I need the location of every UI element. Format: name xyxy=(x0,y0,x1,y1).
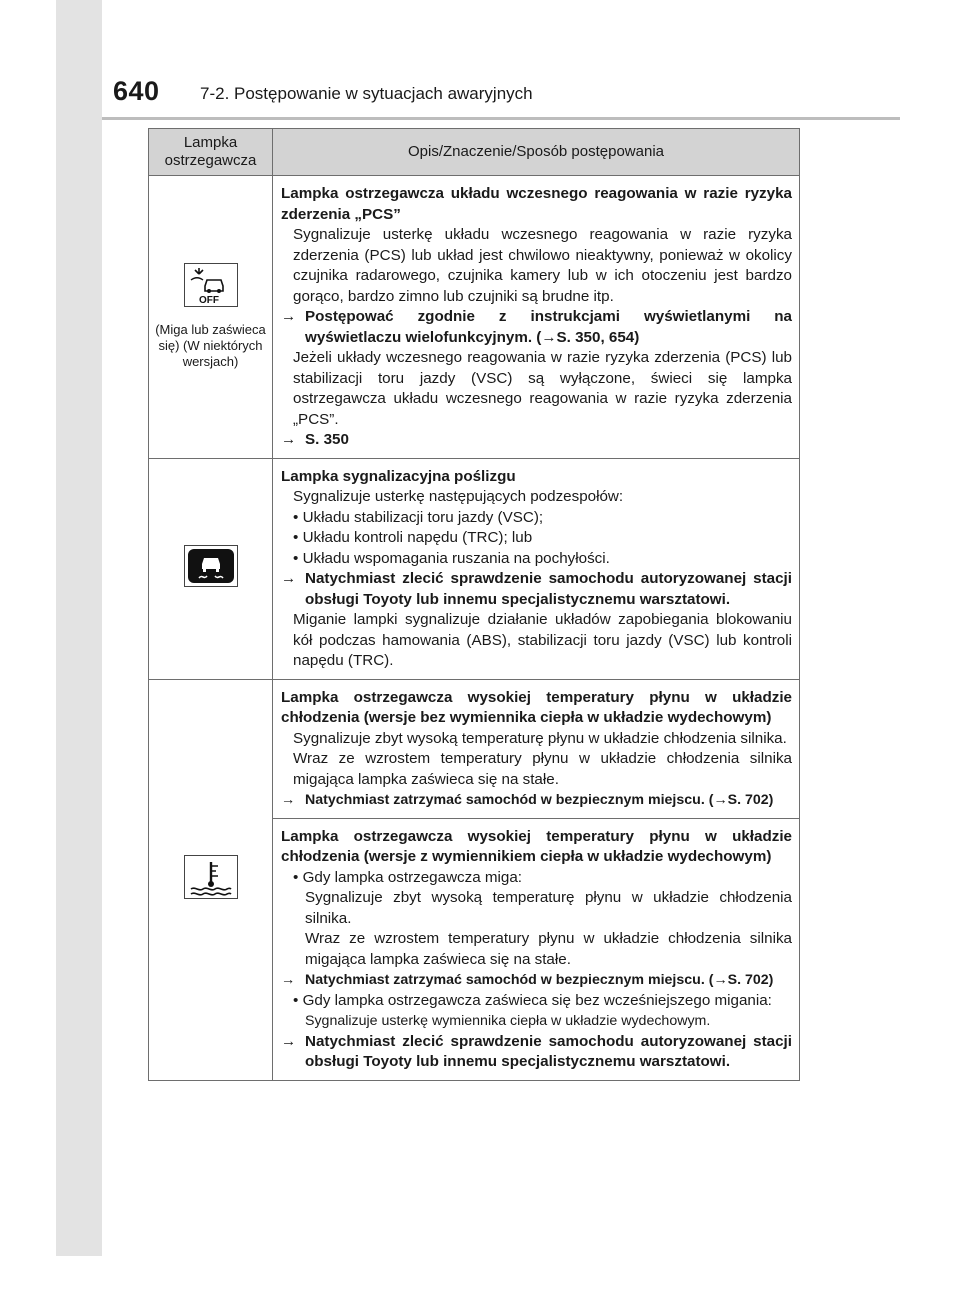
arrow-icon: → xyxy=(281,1032,297,1050)
pcs-off-icon xyxy=(184,263,238,307)
coolant-temperature-icon xyxy=(184,855,238,899)
table-row-slip xyxy=(149,458,800,679)
coolant-no-exchanger-description: Sygnalizuje zbyt wysoką temperaturę płynu w układzie chłodzenia silnika. xyxy=(293,729,787,747)
coolant-exchanger-bullet: • Gdy lampka ostrzegawcza miga: xyxy=(293,868,523,886)
section-title: 7-2. Postępowanie w sytuacjach awaryjnych xyxy=(200,84,533,103)
warning-lamp-table xyxy=(148,128,800,1081)
coolant-no-exchanger-note: Wraz ze wzrostem temperatury płynu w układzie chłodzenia silnika migająca lampka zaświeca się na stałe. xyxy=(293,750,792,788)
page-reference: S. 702 xyxy=(727,972,769,988)
arrow-icon: → xyxy=(713,792,728,808)
slip-title: Lampka sygnalizacyjna poślizgu xyxy=(281,467,516,485)
pcs-reference: → S. 350 xyxy=(281,430,792,451)
description-cell-coolant-no-exchanger xyxy=(273,679,800,818)
lamp-cell-coolant xyxy=(149,679,273,1080)
coolant-exchanger-fault: Sygnalizuje usterkę wymiennika ciepła w układzie wydechowym. xyxy=(305,1013,711,1029)
table-row-pcs xyxy=(149,176,800,459)
slip-note: Miganie lampki sygnalizuje działanie układów zapobiegania blokowaniu kół podczas hamowania (ABS), stabilizacji toru jazdy (VSC) lub kontroli napędu (TRC). xyxy=(293,611,792,669)
coolant-no-exchanger-action: → Natychmiast zatrzymać samochód w bezpiecznym miejscu. (→S. 702) xyxy=(281,790,792,811)
description-cell-pcs xyxy=(273,176,800,459)
slip-bullet: • Układu kontroli napędu (TRC); lub xyxy=(293,529,533,546)
description-cell-slip xyxy=(273,458,800,679)
coolant-exchanger-description: Sygnalizuje zbyt wysoką temperaturę płynu w układzie chłodzenia silnika. xyxy=(305,889,792,927)
lamp-cell-pcs xyxy=(149,176,273,459)
chapter-side-tab xyxy=(56,0,102,1256)
pcs-title: Lampka ostrzegawcza układu wczesnego reagowania w razie ryzyka zderzenia „PCS” xyxy=(281,185,792,223)
page-reference: S. 350, 654 xyxy=(556,328,635,346)
lamp-cell-slip xyxy=(149,458,273,679)
coolant-exchanger-action-service: → Natychmiast zlecić sprawdzenie samochodu autoryzowanej stacji obsługi Toyoty lub innemu specjalistycznemu warsztatowi. xyxy=(281,1032,792,1070)
coolant-exchanger-title: Lampka ostrzegawcza wysokiej temperatury płynu w układzie chłodzenia (wersje z wymiennikiem ciepła w układzie wydechowym) xyxy=(281,827,792,865)
slip-indicator-icon xyxy=(184,545,238,587)
slip-bullet: • Układu stabilizacji toru jazdy (VSC); xyxy=(293,508,544,526)
table-header-row xyxy=(149,129,800,176)
arrow-icon: → xyxy=(281,972,296,988)
pcs-description: Sygnalizuje usterkę układu wczesnego reagowania w razie ryzyka zderzenia (PCS) lub układ jest chwilowo nieaktywny, ponieważ w okolicy czujnika radarowego, czujnika kamery lub w ich otoczeniu jest bardzo gorąco, bardzo zimno lub czujniki są brudne itp. xyxy=(293,226,792,305)
arrow-icon: → xyxy=(541,328,557,346)
coolant-exchanger-action-stop: → Natychmiast zatrzymać samochód w bezpiecznym miejscu. (→S. 702) xyxy=(281,970,792,991)
column-header-description: Opis/Znaczenie/Sposób postępowania xyxy=(273,129,800,176)
svg-text:OFF: OFF xyxy=(198,295,219,307)
header-rule xyxy=(102,117,900,120)
page-number: 640 xyxy=(113,76,160,106)
coolant-exchanger-note: Wraz ze wzrostem temperatury płynu w układzie chłodzenia silnika migająca lampka zaświeca się na stałe. xyxy=(305,930,792,968)
description-cell-coolant-exchanger xyxy=(273,818,800,1080)
arrow-icon: → xyxy=(281,792,296,808)
pcs-action: → Postępować zgodnie z instrukcjami wyświetlanymi na wyświetlaczu wielofunkcyjnym. (→S. 350, 654) xyxy=(281,308,792,346)
arrow-icon: → xyxy=(281,308,297,325)
slip-bullet: • Układu wspomagania ruszania na pochyłości. xyxy=(293,549,610,567)
lamp-note-pcs: (Miga lub zaświeca się) (W niektórych wersjach) xyxy=(155,322,266,370)
coolant-no-exchanger-title: Lampka ostrzegawcza wysokiej temperatury płynu w układzie chłodzenia (wersje bez wymiennika ciepła w układzie wydechowym) xyxy=(281,688,792,726)
page-reference: S. 702 xyxy=(727,792,769,808)
table-row-coolant-no-exchanger xyxy=(149,679,800,818)
slip-description: Sygnalizuje usterkę następujących podzespołów: xyxy=(293,488,624,505)
slip-action: → Natychmiast zlecić sprawdzenie samochodu autoryzowanej stacji obsługi Toyoty lub innemu specjalistycznemu warsztatowi. xyxy=(281,570,792,608)
column-header-lamp: Lampka ostrzegawcza xyxy=(149,129,273,176)
coolant-exchanger-bullet: • Gdy lampka ostrzegawcza zaświeca się bez wcześniejszego migania: xyxy=(293,991,772,1009)
arrow-icon: → xyxy=(713,972,728,988)
arrow-icon: → xyxy=(281,570,297,587)
pcs-note: Jeżeli układy wczesnego reagowania w razie ryzyka zderzenia (PCS) lub stabilizacji toru jazdy (VSC) są wyłączone, świeci się lampka ostrzegawcza układu wczesnego reagowania w razie ryzyka zderzenia „PCS”. xyxy=(293,349,792,428)
arrow-icon: → xyxy=(281,431,297,448)
